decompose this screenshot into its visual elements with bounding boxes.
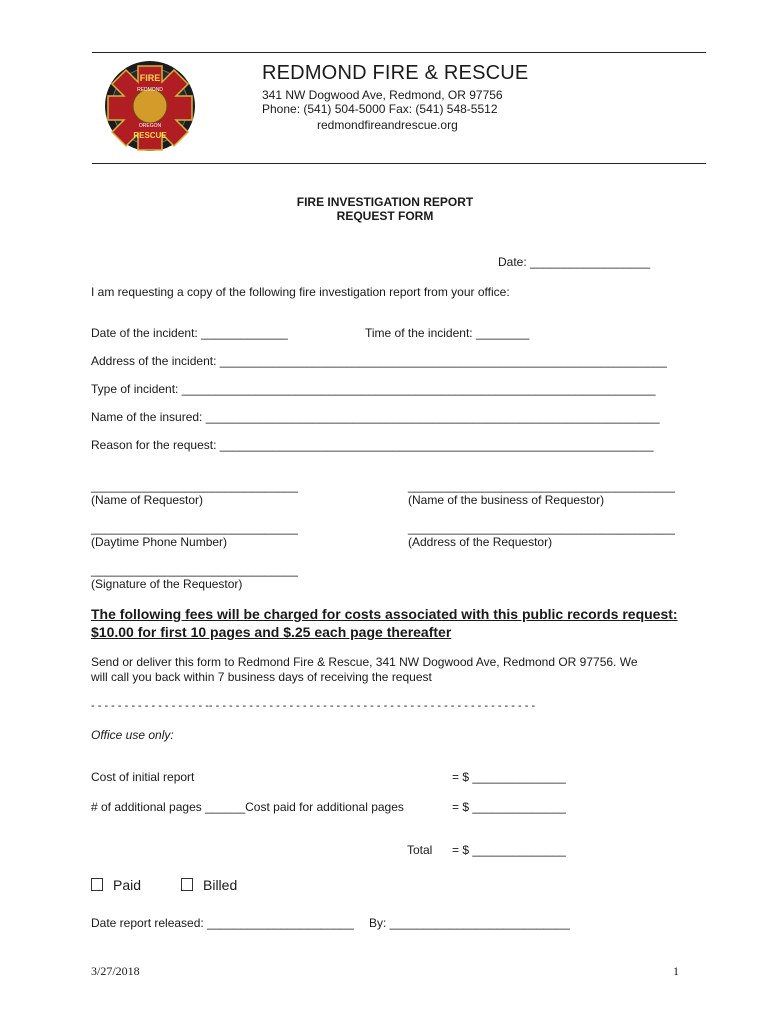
fees-line2: $10.00 for first 10 pages and $.25 each page thereafter (91, 624, 452, 640)
released-by-field[interactable]: By: ___________________________ (369, 916, 570, 930)
form-title-line1: FIRE INVESTIGATION REPORT (296, 195, 474, 209)
org-address: 341 NW Dogwood Ave, Redmond, OR 97756 (262, 88, 503, 102)
date-of-incident-field[interactable]: Date of the incident: _____________ (91, 326, 288, 340)
paid-label: Paid (113, 877, 142, 893)
billed-checkbox[interactable] (181, 878, 193, 891)
org-phone-fax: Phone: (541) 504-5000 Fax: (541) 548-5512 (262, 102, 498, 116)
logo-text-fire: FIRE (139, 73, 161, 83)
header-bottom-rule (92, 163, 706, 164)
name-of-insured-field[interactable]: Name of the insured: ____________________________________________________________________ (91, 410, 660, 424)
paid-option[interactable] (91, 877, 141, 893)
footer-date: 3/27/2018 (91, 964, 140, 978)
daytime-phone-blank[interactable]: _______________________________ (91, 521, 298, 535)
total-label: Total (407, 843, 433, 857)
fees-line1: The following fees will be charged for costs associated with this public records request: (91, 606, 678, 622)
type-of-incident-field[interactable]: Type of incident: _______________________________________________________________________ (91, 382, 656, 396)
logo-text-rescue: RESCUE (133, 131, 167, 140)
reason-for-request-field[interactable]: Reason for the request: _________________________________________________________________ (91, 438, 654, 452)
header-top-rule (92, 52, 706, 53)
org-website: redmondfireandrescue.org (317, 118, 458, 132)
intro-text: I am requesting a copy of the following fire investigation report from your office: (91, 285, 510, 299)
daytime-phone-label: (Daytime Phone Number) (91, 535, 228, 549)
address-of-requestor-blank[interactable]: ________________________________________ (408, 521, 675, 535)
cost-initial-amount[interactable]: = $ ______________ (452, 770, 566, 784)
logo-text-oregon: OREGON (138, 123, 162, 129)
office-divider: - - - - - - - - - - - - - - - - - -- - - - - - - - - - - - - - - - - - - - - - - - - - - - - - - - - - - - - - - - - - - - - - - - - (91, 700, 536, 712)
address-of-requestor-label: (Address of the Requestor) (408, 535, 553, 549)
billed-label: Billed (203, 877, 238, 893)
instructions-line1: Send or deliver this form to Redmond Fire & Rescue, 341 NW Dogwood Ave, Redmond OR 97756. We (91, 655, 638, 669)
date-released-field[interactable]: Date report released: ______________________ (91, 916, 354, 930)
logo-text-redmond: REDMOND (137, 87, 163, 93)
fire-rescue-logo (104, 60, 196, 152)
additional-pages-label[interactable]: # of additional pages ______Cost paid for additional pages (91, 800, 404, 814)
business-of-requestor-blank[interactable]: ________________________________________ (408, 479, 675, 493)
cost-initial-label: Cost of initial report (91, 770, 195, 784)
signature-blank[interactable]: _______________________________ (91, 563, 298, 577)
signature-label: (Signature of the Requestor) (91, 577, 243, 591)
additional-pages-amount[interactable]: = $ ______________ (452, 800, 566, 814)
name-of-requestor-label: (Name of Requestor) (91, 493, 204, 507)
total-amount[interactable]: = $ ______________ (452, 843, 566, 857)
instructions-line2: will call you back within 7 business days of receiving the request (91, 670, 432, 684)
date-field[interactable]: Date: __________________ (498, 255, 651, 269)
address-of-incident-field[interactable]: Address of the incident: ___________________________________________________________________ (91, 354, 667, 368)
name-of-requestor-blank[interactable]: _______________________________ (91, 479, 298, 493)
billed-option[interactable] (181, 877, 237, 893)
footer-page-number: 1 (673, 964, 679, 978)
business-of-requestor-label: (Name of the business of Requestor) (408, 493, 605, 507)
office-use-label: Office use only: (91, 728, 174, 742)
time-of-incident-field[interactable]: Time of the incident: ________ (365, 326, 530, 340)
form-title-line2: REQUEST FORM (336, 209, 434, 223)
org-name: REDMOND FIRE & RESCUE (262, 62, 529, 84)
paid-checkbox[interactable] (91, 878, 103, 891)
